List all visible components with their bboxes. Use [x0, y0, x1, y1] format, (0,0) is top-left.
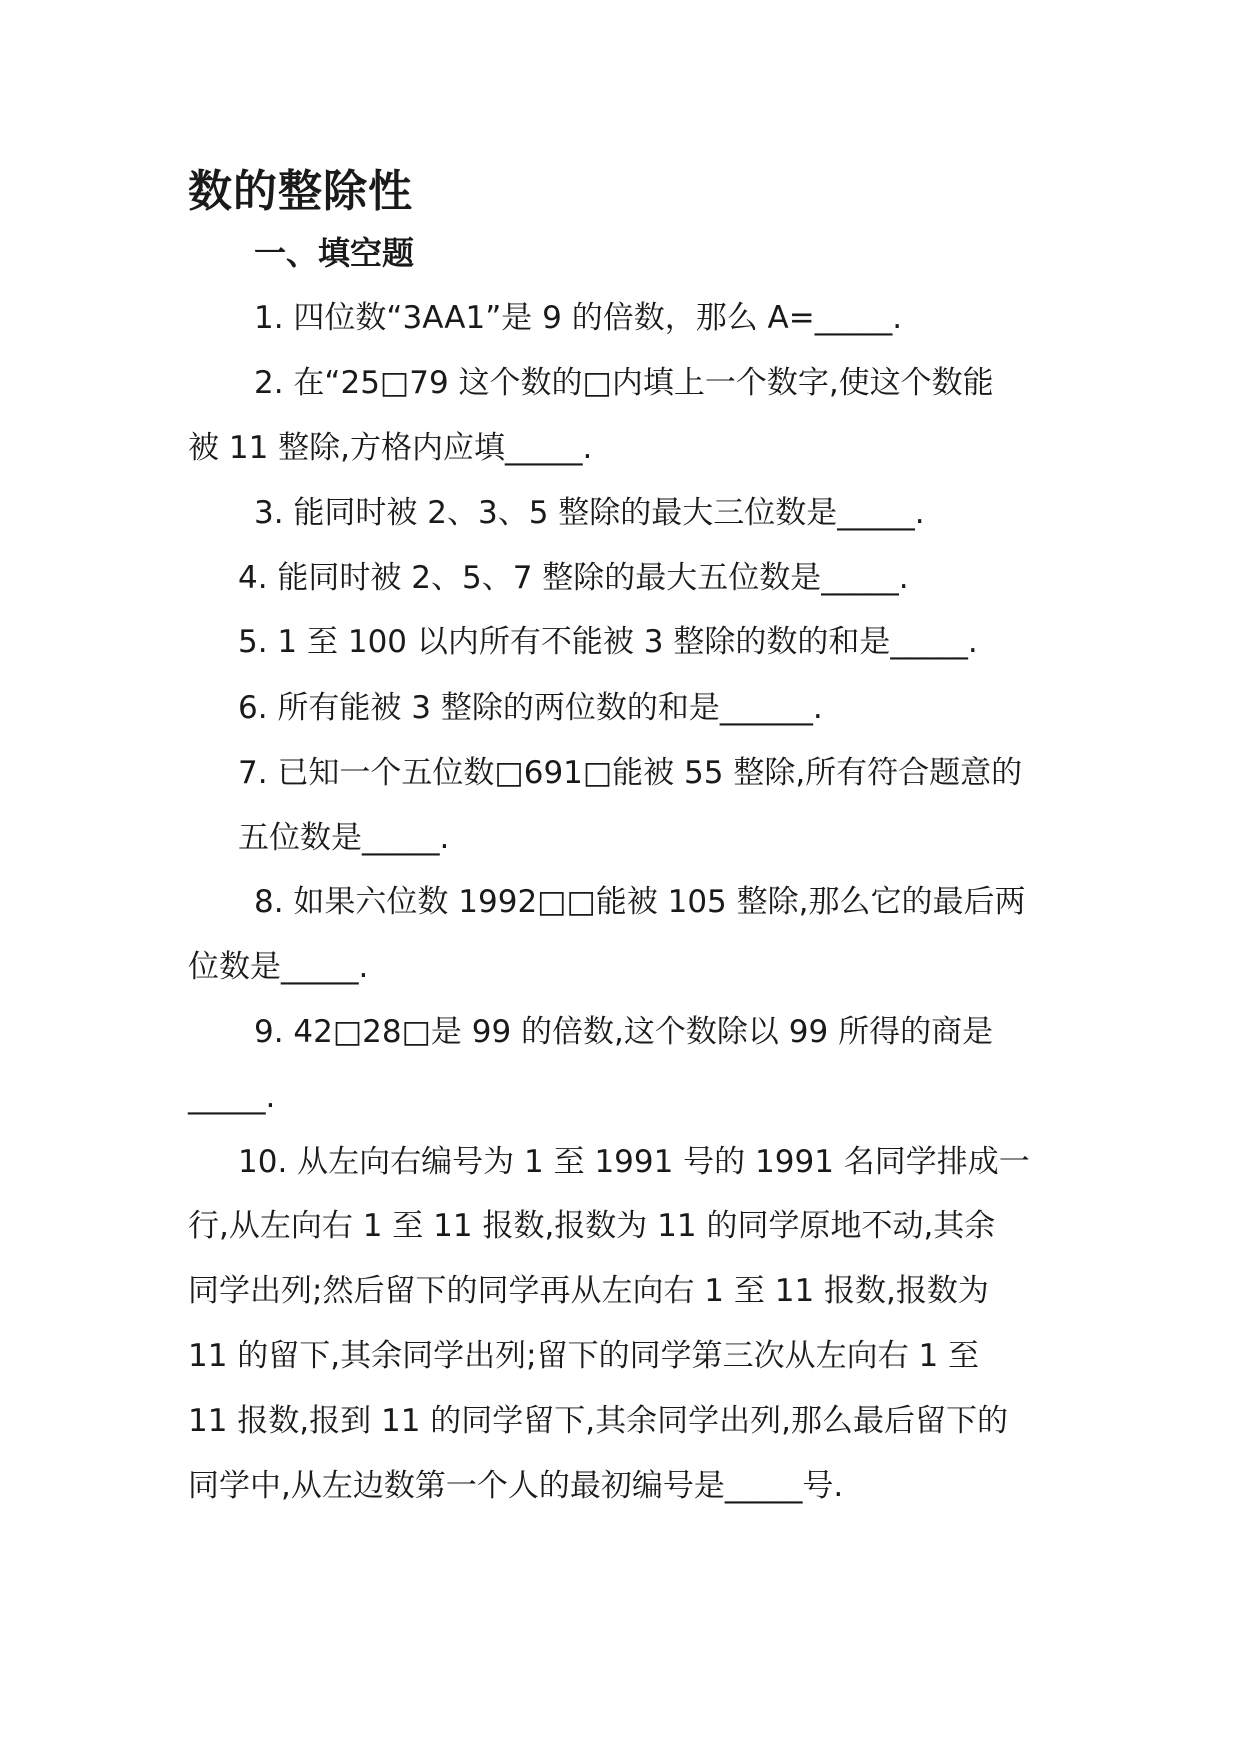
question-10-line-6: 同学中,从左边数第一个人的最初编号是_____号. — [188, 1468, 844, 1504]
question-1: 1. 四位数“3AA1”是 9 的倍数，那么 A=_____. — [254, 300, 903, 336]
question-9-line-2: _____. — [188, 1079, 276, 1115]
question-5: 5. 1 至 100 以内所有不能被 3 整除的数的和是_____. — [238, 624, 978, 660]
question-2-line-2: 被 11 整除,方格内应填_____. — [188, 430, 593, 466]
question-10-line-3: 同学出列;然后留下的同学再从左向右 1 至 11 报数,报数为 — [188, 1273, 989, 1309]
question-10-line-1: 10. 从左向右编号为 1 至 1991 号的 1991 名同学排成一 — [238, 1144, 1030, 1180]
question-3: 3. 能同时被 2、3、5 整除的最大三位数是_____. — [254, 495, 925, 531]
section-heading: 一、填空题 — [254, 234, 415, 272]
question-9-line-1: 9. 42□28□是 99 的倍数,这个数除以 99 所得的商是 — [254, 1014, 994, 1050]
question-2-line-1: 2. 在“25□79 这个数的□内填上一个数字,使这个数能 — [254, 365, 994, 401]
question-7-line-1: 7. 已知一个五位数□691□能被 55 整除,所有符合题意的 — [238, 755, 1023, 791]
question-8-line-1: 8. 如果六位数 1992□□能被 105 整除,那么它的最后两 — [254, 884, 1026, 920]
question-10-line-5: 11 报数,报到 11 的同学留下,其余同学出列,那么最后留下的 — [188, 1403, 1009, 1439]
question-4: 4. 能同时被 2、5、7 整除的最大五位数是_____. — [238, 560, 909, 596]
question-8-line-2: 位数是_____. — [188, 949, 369, 985]
question-10-line-4: 11 的留下,其余同学出列;留下的同学第三次从左向右 1 至 — [188, 1338, 980, 1374]
question-6: 6. 所有能被 3 整除的两位数的和是______. — [238, 690, 823, 726]
question-7-line-2: 五位数是_____. — [238, 820, 450, 856]
question-10-line-2: 行,从左向右 1 至 11 报数,报数为 11 的同学原地不动,其余 — [188, 1208, 996, 1244]
page-title: 数的整除性 — [188, 166, 413, 217]
